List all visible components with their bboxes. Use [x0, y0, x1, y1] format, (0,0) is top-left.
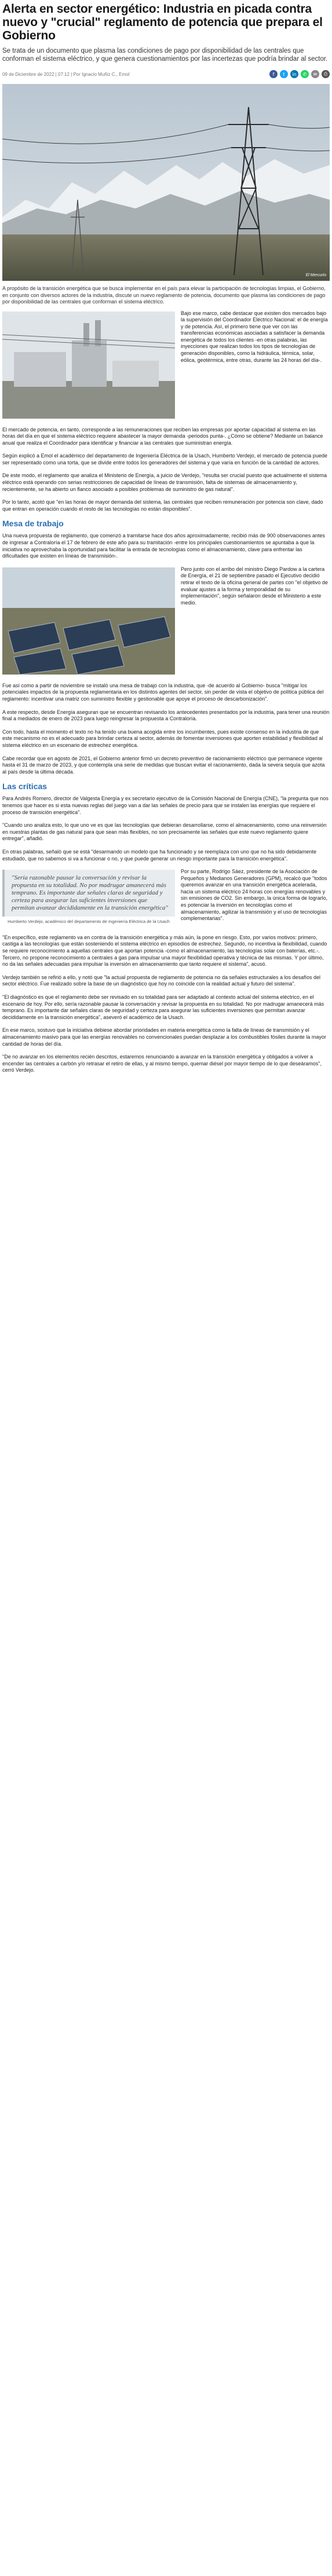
facebook-icon[interactable]: f [269, 70, 278, 78]
article-lead: Se trata de un documento que plasma las condiciones de pago por disponibilidad de las centrales que conforman el sistema eléctrico, y que genera cuestionamientos por las incertezas que podría brindar al sector. [2, 47, 328, 63]
print-icon[interactable]: ⎙ [322, 70, 330, 78]
paragraph-10: Con todo, hasta el momento el texto no ha tenido una buena acogida entre los incumbentes, pues existe consenso en la industria de que este mecanismo no es el adecuado para brindar certeza al sector, además de fomentar inversiones que aporten estabilidad y flexibilidad al sistema eléctrico en un escenario de estrechez energética. [2, 728, 323, 748]
paragraph-12: Para Andrés Romero, director de Valgesta Energía y ex secretario ejecutivo de la Comisión Nacional de Energía (CNE), "la pregunta que nos tenemos que hacer es si esta nuevas reglas del juego van a dar las señales de precio para que se instalen las energías que requiere el proceso de transición energética". [2, 796, 329, 815]
inline-photo-2 [2, 567, 175, 675]
paragraph-11: Cabe recordar que en agosto de 2021, el Gobierno anterior firmó un decreto preventivo de racionamiento eléctrico que permanece vigente hasta el 31 de marzo de 2023, y que contempla una serie de medidas que buscan evitar el racionamiento, dada la severa sequía que azota al país desde la última década. [2, 755, 325, 775]
hero-credit: El Mercurio [305, 273, 326, 277]
image-caption: A propósito de la transición energética que se busca implementar en el país para elevar la participación de tecnologías limpias, el Gobierno, en conjunto con diversos actores de la industria, discute un nuevo reglamento de potencia, documento que plasma las condiciones de pago por disponibilidad de las centrales que conforman el sistema eléctrico. [2, 285, 326, 305]
paragraph-16: "En específico, este reglamento va en contra de la transición energética y más aún, la pone en riesgo. Esto, por varios motivos: primero, castiga a las tecnologías que están sosteniendo el sistema eléctrico en episodios de estrechez. Segundo, no incentiva la flexibilidad, cuando se requiere reconocimiento a aquellas centrales que aportan potencia -como el almacenamiento, las tecnologías solar con baterías, etc.-. Tercero, no propone reconocimiento a centrales a gas para impulsar una mayor flexibilidad operativa y técnica de las mismas. Y por último, no da las señales adecuadas para impulsar la inversión en almacenamiento que tanto requiere el sistema", acusó. [2, 934, 327, 968]
paragraph-5: Por lo tanto, acotó que "en las horas de mayor demanda del sistema, las centrales que reciben remuneración por potencia son clave, dado que entran en operación cuando el resto de las tecnologías no están disponibles". [2, 499, 323, 512]
paragraph-7: Pero junto con el arribo del ministro Diego Pardow a la cartera de Energía, el 21 de septiembre pasado el Ejecutivo decidió retirar el texto de la oficina general de partes con "el objetivo de evaluar ajustes a la forma y temporalidad de su implementación", según señalaron desde el Ministerio a este medio. [181, 566, 328, 606]
paragraph-1: Bajo ese marco, cabe destacar que existen dos mercados bajo la supervisión del Coordinador Eléctrico Nacional: el de energía y de potencia. Así, el primero tiene que ver con las transferencias económicas asociadas a satisfacer la demanda energética de todos los clientes -en otras palabras, las inyecciones que realizan todos los tipos de tecnologías de generación disponibles, como la hidráulica, térmica, solar, eólica, geotérmica, entre otras, durante las 24 horas del día-. [181, 310, 328, 363]
twitter-icon[interactable]: t [280, 70, 288, 78]
paragraph-14: En otras palabras, señaló que se está "desarmando un modelo que ha funcionado y se reemplaza con uno que no ha sido debidamente estudiado, que no sabemos si va a funcionar o no, y que puede generar un riesgo importante para la transición energética". [2, 848, 317, 862]
paragraph-2: El mercado de potencia, en tanto, corresponde a las remuneraciones que reciben las empresas por aportar capacidad al sistema en las horas del día en que el sistema eléctrico requiere abastecer la mayor demanda -periodos punta-. ¿Cómo se obtiene? Mediante un balance anual que realiza el Coordinador para identificar y financiar a las centrales que suministran energía. [2, 426, 323, 446]
pull-quote [2, 870, 175, 925]
pull-quote-text: "Sería razonable pausar la conversación y revisar la propuesta en su totalidad. No por madrugar amanecerá más temprano. Es importante dar señales claras de seguridad y certeza para asegurar las suficientes inversiones que permitan avanzar decididamente en la transición energética" [2, 870, 175, 917]
paragraph-17: Verdejo también se refirió a ello, y notó que "la actual propuesta de reglamento de potencia no da señales estructurales a los desafíos del sector eléctrico. Fue realizado sobre la base de un diagnóstico que hoy no coincide con la realidad actual y futuro del sistema". [2, 974, 321, 987]
pull-quote-section [2, 869, 330, 929]
paragraph-20: "De no avanzar en los elementos recién descritos, estaremos renunciando a avanzar en la transición energética y obligados a volver a encender las centrales a carbón y/o retrasar el retiro de ellas, y al mismo tiempo, quemar diésel por mayor tiempo de lo que deseáramos", cerró Verdejo. [2, 1054, 322, 1073]
paragraph-15: Por su parte, Rodrigo Sáez, presidente de la Asociación de Pequeños y Medianos Generadores (GPM), recalcó que "todos queremos avanzar en una transición energética acelerada, hacia un sistema eléctrico 24 horas con energías renovables y sin emisiones de CO2. Sin embargo, la única forma de lograrlo, es potenciar la inversión en tecnologías como el almacenamiento, agilizar la transmisión y el uso de tecnologías complementarias". [181, 869, 328, 922]
section-heading-mesa: Mesa de trabajo [2, 519, 64, 529]
hero-photo [2, 84, 330, 281]
paragraph-19: En ese marco, sostuvo que la iniciativa debiese abordar prioridades en materia energética como la falta de líneas de transmisión y el almacenamiento masivo para que las energías renovables no convencionales puedan desplazar a los combustibles fósiles durante la mayor cantidad de horas del día. [2, 1027, 326, 1047]
paragraph-8: Fue así como a partir de noviembre se instaló una mesa de trabajo con la industria, que -de acuerdo al Gobierno- busca "mitigar los potenciales impactos de la propuesta reglamentaria en los distintos agentes del sector, sin perder de vista el objetivo de política pública del reglamento: incentivar una matriz con suministro flexible y gestionable que apoye el proceso de descarbonización". [2, 682, 324, 702]
paragraph-9: A este respecto, desde Energía aseguran que se encuentran revisando los antecedentes presentados por la industria, para tener una reunión final a mediados de enero de 2023 para luego reingresar la propuesta a Contraloría. [2, 709, 330, 722]
paragraph-13: "Cuando uno analiza esto, lo que uno ve es que las tecnologías que debieran desarrollarse, como el almacenamiento, como una reinversión en nuestras plantas de gas natural para que sean más flexibles, no son precisamente las señales que este nuevo reglamento quiere entregar", añadió. [2, 822, 327, 842]
section-pardow [2, 566, 330, 677]
whatsapp-icon[interactable]: ✆ [301, 70, 309, 78]
inline-photo-1 [2, 312, 175, 419]
pull-quote-attribution: Humberto Verdejo, académico del departamento de Ingeniería Eléctrica de la Usach [8, 919, 170, 925]
paragraph-3: Según explicó a Emol el académico del departamento de Ingeniería Eléctrica de la Usach, Humberto Verdejo, el mercado de potencia puede ser representado como una torta, que se divide entre todos los generadores del sistema y que varía en función de la cantidad de actores. [2, 453, 327, 466]
paragraph-6: Una nueva propuesta de reglamento, que comenzó a tramitarse hace dos años aproximadamente, recibió más de 900 observaciones antes de ingresar a Contraloría el 17 de febrero de este año para su tramitación -entre los principales cuestionamientos se apuntaba a que la iniciativa no aprovechaba la oportunidad para facilitar la entrada de tecnologías como el almacenamiento, clave para enfrentar las dificultades que existen en líneas de transmisión-. [2, 533, 325, 559]
meta-row [2, 68, 330, 80]
article-page [0, 2, 332, 1092]
paragraph-18: "El diagnóstico es que el reglamento debe ser revisado en su totalidad para ser adaptado al contexto actual del sistema eléctrico, en el escenario de hoy. Por ello, sería razonable pausar la conversación y revisar la propuesta en su totalidad. No por madrugar amanecerá más temprano. Es importante dar señales claras de seguridad y certeza para asegurar las suficientes inversiones que permitan avanzar decididamente en la transición energética", aseveró el académico de la Usach. [2, 994, 324, 1020]
share-bar [269, 70, 330, 78]
power-plant-photo [2, 312, 175, 419]
article-title: Alerta en sector energético: Industria en picada contra nuevo y "crucial" reglamento de potencia que prepara el Gobierno [2, 2, 323, 42]
paragraph-4: De este modo, el reglamento que analiza el Ministerio de Energía, a juicio de Verdejo, "resulta ser crucial puesto que actualmente el sistema eléctrico está operando con serias restricciones de capacidad de líneas de transmisión, falta de sistemas de almacenamiento y, recientemente, se ha abierto un flanco asociado a posibles problemas de suministro de gas natural". [2, 472, 327, 492]
section-heading-criticas: Las críticas [2, 782, 48, 792]
linkedin-icon[interactable]: in [290, 70, 298, 78]
solar-panels-photo [2, 567, 175, 675]
mail-icon[interactable]: ✉ [311, 70, 319, 78]
section-intro [2, 310, 330, 421]
byline: 09 de Diciembre de 2022 | 07:12 | Por Ignacio Muñiz C., Emol [2, 71, 130, 77]
hero-image [2, 84, 330, 281]
